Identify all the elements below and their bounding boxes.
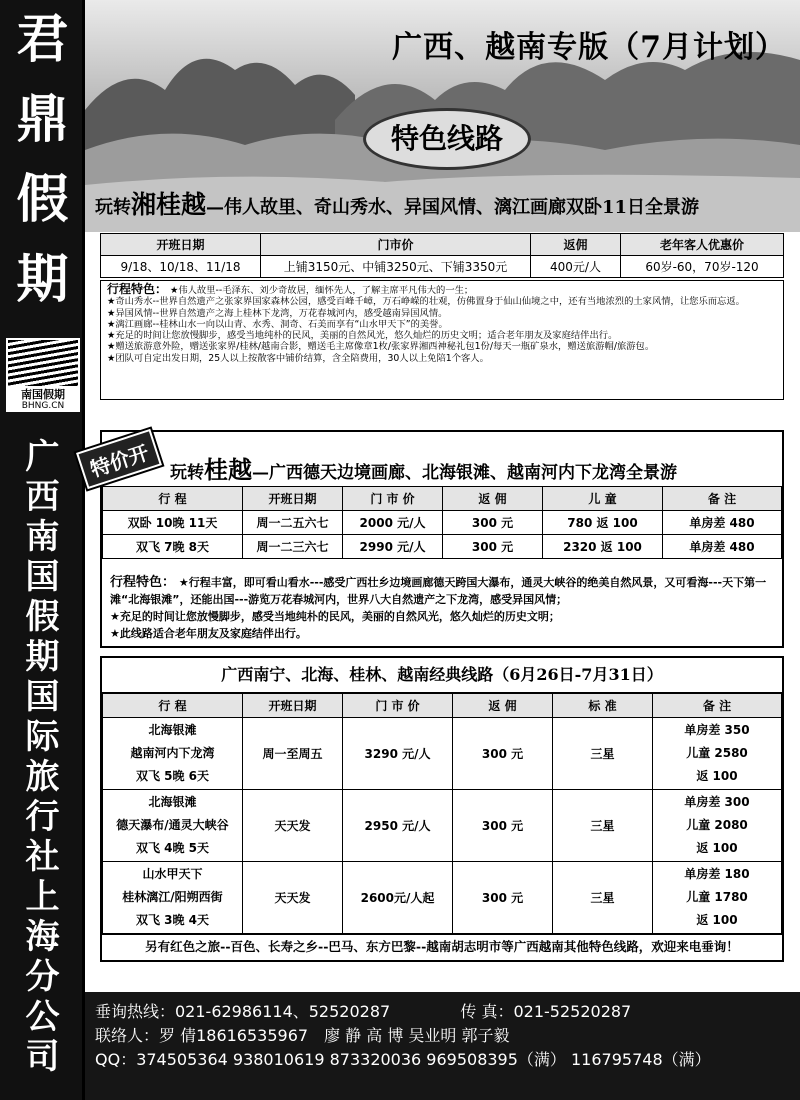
table-cell: 2990 元/人 — [343, 535, 443, 559]
itinerary-line: 德天瀑布/通灵大峡谷 — [116, 818, 229, 832]
table-cell: 2320 返 100 — [543, 535, 663, 559]
logo-graphic — [8, 340, 78, 386]
column-header: 返 佣 — [453, 694, 553, 718]
company-char: 分 — [25, 957, 60, 997]
route2-title-rest: —广西德天边境画廊、北海银滩、越南河内下龙湾全景游 — [252, 463, 677, 483]
table-row — [103, 718, 782, 790]
note-line: ★伟人故里--毛泽东、刘少奇故居，缅怀先人，了解主席平凡伟大的一生； — [169, 285, 474, 296]
company-char: 际 — [25, 717, 60, 757]
itinerary-line: 越南河内下龙湾 — [130, 746, 215, 760]
table-cell: 300 元 — [443, 511, 543, 535]
itinerary-line: 桂林漓江/阳朔西街 — [122, 890, 223, 904]
company-char: 国 — [25, 557, 60, 597]
logo-cn: 南国假期 — [21, 388, 65, 401]
column-header: 行 程 — [103, 487, 243, 511]
note-line: ★奇山秀水--世界自然遗产之张家界国家森林公园，感受百峰千嶂，万石峥嵘的壮观，仿佛置身于仙山仙境之中，还有当地浓烈的土家风情，让您乐而忘返。 — [107, 296, 745, 308]
company-char: 旅 — [25, 757, 60, 797]
table-cell: 300 元 — [443, 535, 543, 559]
column-header: 儿 童 — [543, 487, 663, 511]
column-header: 行 程 — [103, 694, 243, 718]
table-cell: 2950 元/人 — [343, 790, 453, 862]
table-cell: 周一二五六七 — [243, 511, 343, 535]
note-line: ★充足的时间让您放慢脚步，感受当地纯朴的民风，美丽的自然风光，悠久灿烂的历史文明；适合老年朋友及家庭结伴出行。 — [107, 330, 618, 342]
contact-qq: QQ：374505364 938010619 873320036 969508395（满） 116795748（满） — [95, 1050, 711, 1069]
note-line: 返 100 — [696, 841, 738, 855]
brand-char: 假 — [16, 169, 69, 230]
itinerary-line: 双飞 3晚 4天 — [135, 913, 210, 927]
itinerary-line: 双飞 5晚 6天 — [135, 769, 210, 783]
itinerary-line: 山水甲天下 — [142, 867, 203, 881]
special-offer-stamp: 特价开班 — [76, 429, 162, 489]
contact-bar — [85, 992, 800, 1100]
table-cell: 双卧 10晚 11天 — [103, 511, 243, 535]
company-char: 国 — [25, 677, 60, 717]
company-logo — [6, 338, 80, 412]
route2-table — [102, 486, 782, 559]
contact-row — [95, 1000, 790, 1024]
note-line: ★此线路适合老年朋友及家庭结伴出行。 — [110, 627, 307, 640]
table-cell: 双飞 7晚 8天 — [103, 535, 243, 559]
table-cell: 2000 元/人 — [343, 511, 443, 535]
route1-title-rest: —伟人故里、奇山秀水、异国风情、漓江画廊双卧11日全景游 — [206, 197, 700, 218]
column-header: 开班日期 — [243, 694, 343, 718]
table-cell: 300 元 — [453, 790, 553, 862]
company-char: 西 — [25, 477, 60, 517]
route3-footer: 另有红色之旅--百色、长寿之乡--巴马、东方巴黎--越南胡志明市等广西越南其他特色线路，欢迎来电垂询！ — [102, 934, 782, 959]
company-char: 期 — [25, 637, 60, 677]
itinerary-line: 北海银滩 — [148, 795, 197, 809]
company-char: 假 — [25, 597, 60, 637]
column-header: 备 注 — [653, 694, 782, 718]
note-line: 儿童 1780 — [686, 890, 748, 904]
table-cell: 300 元 — [453, 862, 553, 934]
route2-notes — [102, 572, 782, 644]
itinerary-line: 北海银滩 — [148, 723, 197, 737]
brand-char: 君 — [16, 9, 69, 70]
route1-title-prefix: 玩转 — [95, 197, 131, 218]
route1-title — [95, 185, 699, 221]
hero-banner — [85, 0, 800, 232]
company-char: 海 — [25, 917, 60, 957]
route1-notes — [100, 280, 784, 400]
table-cell: 300 元 — [453, 718, 553, 790]
table-cell: 3290 元/人 — [343, 718, 453, 790]
note-line: 返 100 — [696, 769, 738, 783]
column-header: 门市价 — [261, 234, 531, 256]
table-row — [103, 862, 782, 934]
route1-table — [100, 233, 784, 278]
notes-label: 行程特色： — [110, 575, 176, 590]
logo-en: BHNG.CN — [21, 401, 65, 411]
itinerary-cell — [103, 718, 243, 790]
note-line: ★漓江画廊--桂林山水一向以山青、水秀、洞奇、石美而享有“山水甲天下”的美誉。 — [107, 318, 448, 330]
note-line: 儿童 2580 — [686, 746, 748, 760]
column-header: 开班日期 — [101, 234, 261, 256]
route2-title-prefix: 玩转 — [170, 463, 204, 483]
table-row — [103, 511, 782, 535]
table-cell: 单房差 480 — [663, 535, 782, 559]
note-line: 返 100 — [696, 913, 738, 927]
left-banner — [0, 0, 85, 1100]
notes-cell — [653, 790, 782, 862]
table-cell: 三星 — [553, 790, 653, 862]
note-line: 单房差 300 — [684, 795, 750, 809]
brand-char: 鼎 — [16, 89, 69, 150]
column-header: 标 准 — [553, 694, 653, 718]
fax: 传 真：021-52520287 — [460, 1002, 632, 1021]
table-cell: 三星 — [553, 862, 653, 934]
table-cell: 400元/人 — [531, 256, 621, 278]
table-row — [103, 535, 782, 559]
note-line: ★异国风情--世界自然遗产之海上桂林下龙湾，万花春城河内，感受越南异国风情。 — [107, 307, 448, 319]
route2-section — [87, 430, 784, 648]
table-row — [103, 790, 782, 862]
column-header: 返佣 — [531, 234, 621, 256]
table-cell: 上铺3150元、中铺3250元、下铺3350元 — [261, 256, 531, 278]
table-cell: 2600元/人起 — [343, 862, 453, 934]
table-row — [101, 256, 784, 278]
notes-cell — [653, 718, 782, 790]
feature-badge: 特色线路 — [363, 108, 531, 170]
table-cell: 天天发 — [243, 862, 343, 934]
route3-title: 广西南宁、北海、桂林、越南经典线路（6月26日-7月31日） — [102, 658, 782, 693]
notes-label: 行程特色： — [107, 282, 168, 296]
column-header: 开班日期 — [243, 487, 343, 511]
table-cell: 周一至周五 — [243, 718, 343, 790]
itinerary-cell — [103, 862, 243, 934]
note-line: 儿童 2080 — [686, 818, 748, 832]
table-cell: 9/18、10/18、11/18 — [101, 256, 261, 278]
table-cell: 天天发 — [243, 790, 343, 862]
note-line: 单房差 180 — [684, 867, 750, 881]
company-char: 司 — [25, 1037, 60, 1077]
column-header: 返 佣 — [443, 487, 543, 511]
page-title: 广西、越南专版（7月计划） — [392, 30, 786, 65]
brand-char: 期 — [16, 249, 69, 310]
note-line: 单房差 350 — [684, 723, 750, 737]
table-cell: 单房差 480 — [663, 511, 782, 535]
company-char: 南 — [25, 517, 60, 557]
company-char: 上 — [25, 877, 60, 917]
note-line: ★行程丰富，即可看山看水---感受广西壮乡边境画廊德天跨国大瀑布，通灵大峡谷的绝美自然风景，又可看海---天下第一滩“北海银滩”，还能出国---游览万花春城河内，世界八大自然遗产之下龙湾，感受异国风情； — [110, 576, 767, 606]
company-char: 社 — [25, 837, 60, 877]
note-line: ★赠送旅游意外险，赠送张家界/桂林/越南合影，赠送毛主席像章1枚/张家界湘西神秘礼包1份/每天一瓶矿泉水，赠送旅游帽/旅游包。 — [107, 341, 655, 353]
contact-people: 联络人：罗 倩18616535967 廖 静 高 博 吴业明 郭子毅 — [95, 1026, 510, 1045]
column-header: 门 市 价 — [343, 487, 443, 511]
route1-title-bold: 湘桂越 — [131, 190, 207, 219]
route3-table — [102, 693, 782, 934]
column-header: 备 注 — [663, 487, 782, 511]
table-cell: 780 返 100 — [543, 511, 663, 535]
route3-section — [100, 656, 784, 962]
table-cell: 60岁-60，70岁-120 — [621, 256, 784, 278]
table-cell: 周一二三六七 — [243, 535, 343, 559]
company-char: 公 — [25, 997, 60, 1037]
route2-title — [170, 450, 677, 485]
column-header: 老年客人优惠价 — [621, 234, 784, 256]
table-cell: 三星 — [553, 718, 653, 790]
company-char: 广 — [25, 437, 60, 477]
note-line: ★充足的时间让您放慢脚步，感受当地纯朴的民风，美丽的自然风光，悠久灿烂的历史文明； — [110, 610, 560, 623]
hotline: 垂询热线：021-62986114、52520287 — [95, 1002, 391, 1021]
company-char: 行 — [25, 797, 60, 837]
column-header: 门 市 价 — [343, 694, 453, 718]
itinerary-line: 双飞 4晚 5天 — [135, 841, 210, 855]
route2-title-bold: 桂越 — [204, 455, 252, 484]
note-line: ★团队可自定出发日期，25人以上按散客中铺价结算，含全陪费用，30人以上免陪1个客人。 — [107, 352, 489, 364]
notes-cell — [653, 862, 782, 934]
itinerary-cell — [103, 790, 243, 862]
